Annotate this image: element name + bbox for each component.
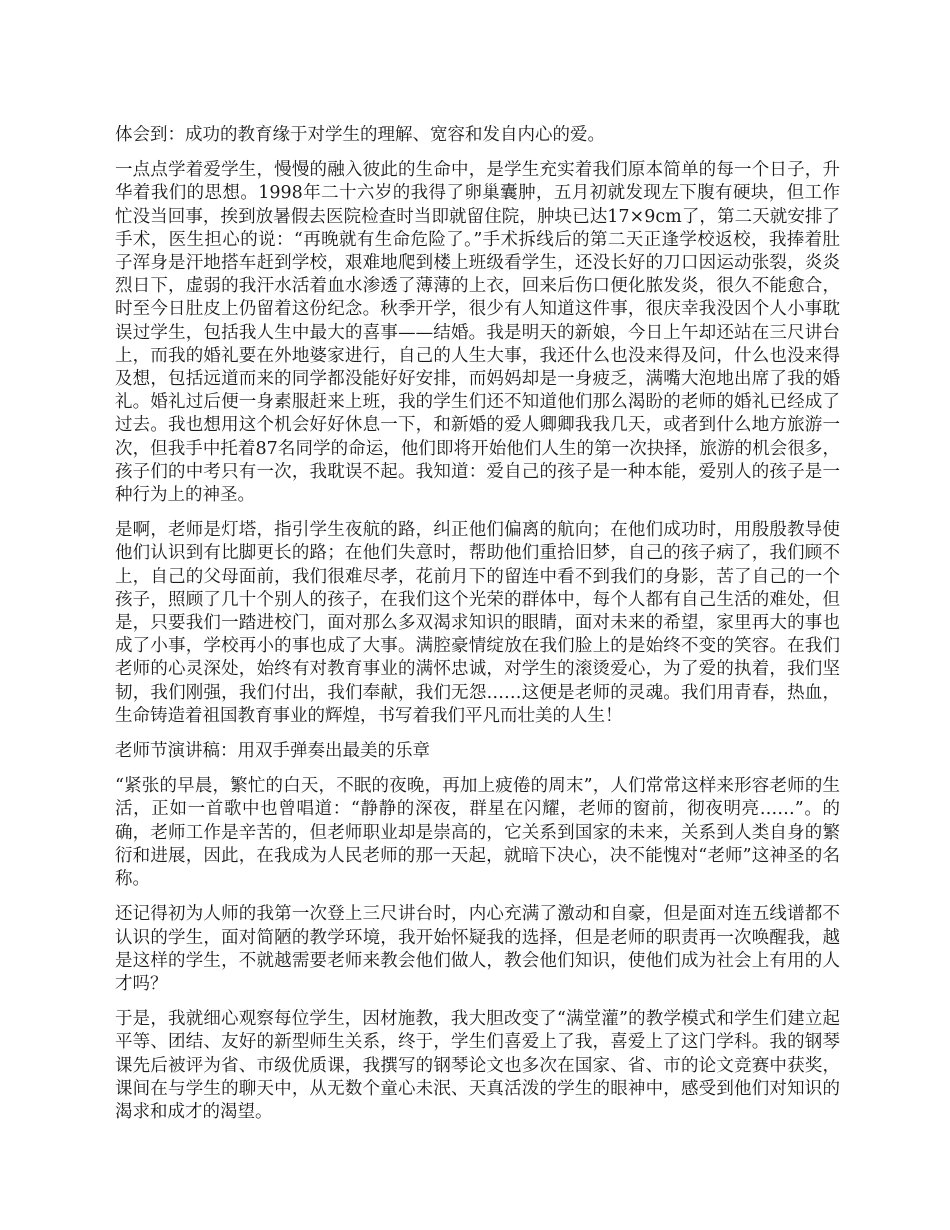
paragraph-intro: 体会到：成功的教育缘于对学生的理解、宽容和发自内心的爱。	[115, 125, 605, 145]
paragraph-story: 一点点学着爱学生，慢慢的融入彼此的生命中，是学生充实着我们原本简单的每一个日子，升华着我们的思想。1998年二十六岁的我得了卵巢囊肿，五月初就发现左下腹有硬块，但工作忙没当回事，挨到放暑假去医院检查时当即就留住院，肿块已达17×9cm了，第二天就安排了手术，医生担心的说：“再晚就有生命危险了。”手术拆线后的第二天正逢学校返校，我捧着肚子浑身是汗地搭车赶到学校，艰难地爬到楼上班级看学生，还没长好的刀口因运动张裂，炎炎烈日下，虚弱的我汗水活着血水渗透了薄薄的上衣，回来后伤口便化脓发炎，很久不能愈合，时至今日肚皮上仍留着这份纪念。秋季开学，很少有人知道这件事，很庆幸我没因个人小事耽误过学生，包括我人生中最大的喜事——结婚。我是明天的新娘，今日上午却还站在三尺讲台上，而我的婚礼要在外地婆家进行，自己的人生大事，我还什么也没来得及问，什么也没来得及想，包括远道而来的同学都没能好好安排，而妈妈却是一身疲乏，满嘴大泡地出席了我的婚礼。婚礼过后便一身素服赶来上班，我的学生们还不知道他们那么渴盼的老师的婚礼已经成了过去。我也想用这个机会好好休息一下，和新婚的爱人卿卿我我几天，或者到什么地方旅游一次，但我手中托着87名同学的命运，他们即将开始他们人生的第一次抉择，旅游的机会很多，孩子们的中考只有一次，我耽误不起。我知道：爱自己的孩子是一种本能，爱别人的孩子是一种行为上的神圣。	[115, 160, 840, 506]
paragraph-lighthouse: 是啊，老师是灯塔，指引学生夜航的路，纠正他们偏离的航向；在他们成功时，用殷殷教导使他们认识到有比脚更长的路；在他们失意时，帮助他们重拾旧梦，自己的孩子病了，我们顾不上，自己的父母面前，我们很难尽孝，花前月下的留连中看不到我们的身影，苦了自己的一个孩子，照顾了几十个别人的孩子，在我们这个光荣的群体中，每个人都有自己生活的难处，但是，只要我们一踏进校门，面对那么多双渴求知识的眼睛，面对未来的希望，家里再大的事也成了小事，学校再小的事也成了大事。满腔豪情绽放在我们脸上的是始终不变的笑容。在我们老师的心灵深处，始终有对教育事业的满怀忠诚，对学生的滚烫爱心，为了爱的执着，我们坚韧，我们刚强，我们付出，我们奉献，我们无怨……这便是老师的灵魂。我们用青春，热血，生命铸造着祖国教育事业的辉煌，书写着我们平凡而壮美的人生！	[115, 520, 840, 726]
paragraph-teaching: 于是，我就细心观察每位学生，因材施教，我大胆改变了“满堂灌”的教学模式和学生们建立起平等、团结、友好的新型师生关系，终于，学生们喜爱上了我，喜爱上了这门学科。我的钢琴课先后被评为省、市级优质课，我撰写的钢琴论文也多次在国家、省、市的论文竞赛中获奖，课间在与学生的聊天中，从无数个童心未泯、天真活泼的学生的眼神中，感受到他们对知识的渴求和成才的渴望。	[115, 1009, 840, 1122]
document-body	[115, 124, 840, 1136]
paragraph-morning: “紧张的早晨，繁忙的白天，不眠的夜晚，再加上疲倦的周末”，人们常常这样来形容老师的生活，正如一首歌中也曾唱道：“静静的深夜，群星在闪耀，老师的窗前，彻夜明亮……”。的确，老师工作是辛苦的，但老师职业却是崇高的，它关系到国家的未来，关系到人类自身的繁衍和进展，因此，在我成为人民老师的那一天起，就暗下决心，决不能愧对“老师”这神圣的名称。	[115, 776, 840, 890]
section-heading: 老师节演讲稿：用双手弹奏出最美的乐章	[115, 741, 430, 762]
paragraph-first-lesson: 还记得初为人师的我第一次登上三尺讲台时，内心充满了激动和自豪，但是面对连五线谱都不认识的学生，面对简陋的教学环境，我开始怀疑我的选择，但是老师的职责再一次唤醒我，越是这样的学生，不就越需要老师来教会他们做人，教会他们知识，使他们成为社会上有用的人才吗？	[115, 904, 840, 994]
